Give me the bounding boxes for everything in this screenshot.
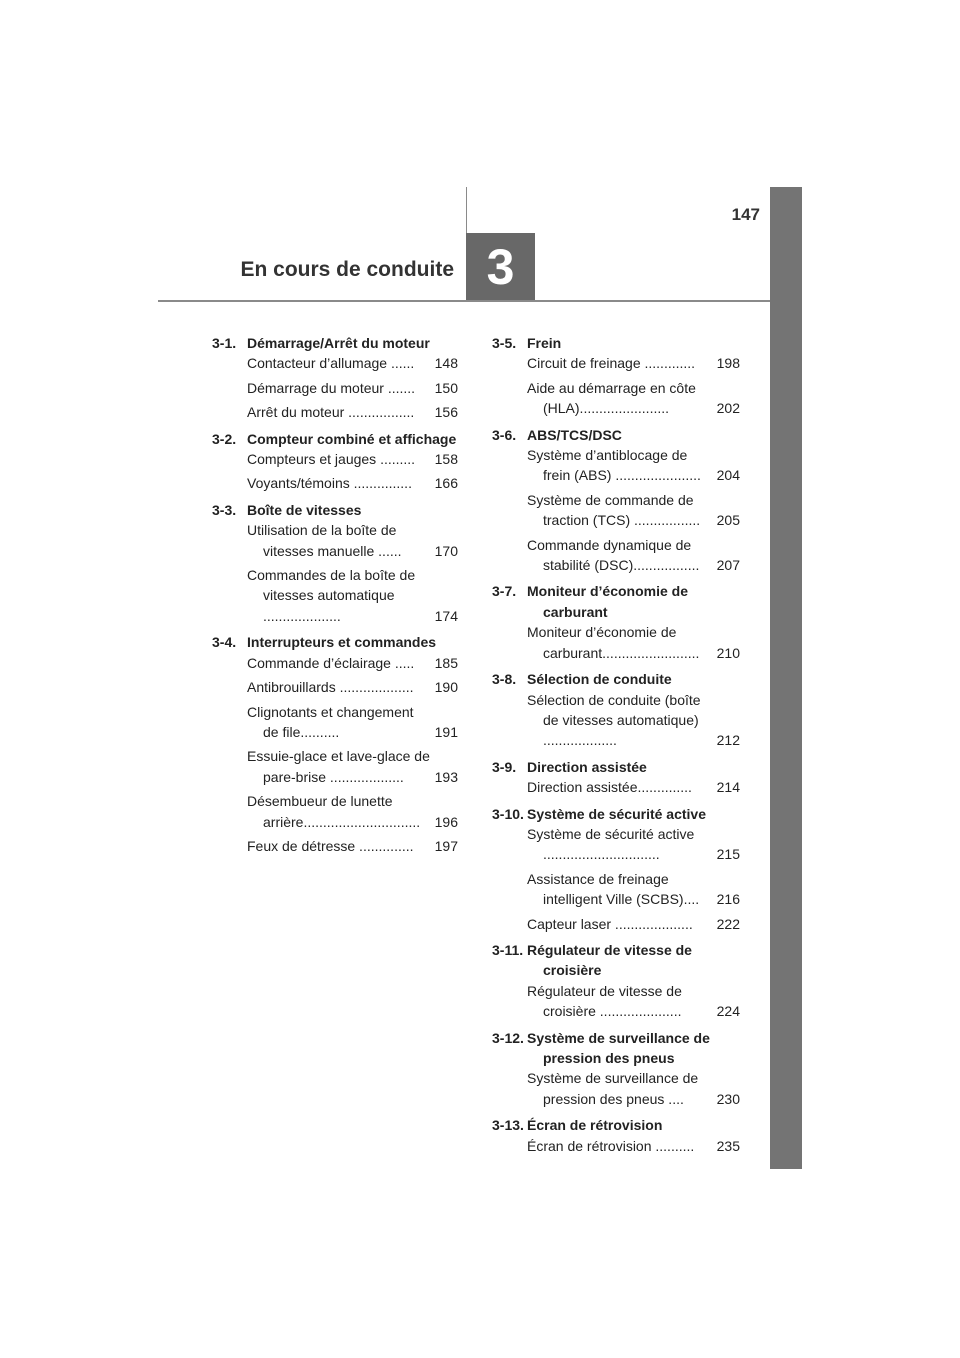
- toc-entry[interactable]: [527, 622, 740, 663]
- section-title: Moniteur d’économie de carburant: [527, 583, 689, 620]
- entry-text: Désembueur de lunette arrière..............................: [247, 793, 421, 830]
- entry-page: 190: [434, 679, 458, 696]
- toc-section-heading[interactable]: [492, 1115, 740, 1135]
- entry-page: 214: [716, 779, 740, 796]
- entry-text: Moniteur d’économie de carburant.........................: [527, 624, 700, 661]
- entry-text: Circuit de freinage .............: [527, 355, 696, 372]
- toc-entry[interactable]: [527, 535, 740, 576]
- entry-page: 212: [716, 732, 740, 749]
- section-title: Compteur combiné et affichage: [247, 430, 457, 447]
- entry-text: Antibrouillards ...................: [247, 679, 414, 696]
- toc-section: [492, 333, 740, 419]
- toc-section-heading[interactable]: [212, 500, 458, 520]
- entry-text: Voyants/témoins ...............: [247, 475, 412, 492]
- toc-section: [492, 1028, 740, 1110]
- section-title: Frein: [527, 335, 562, 351]
- toc-section-heading[interactable]: [492, 1028, 740, 1069]
- section-title: Système de sécurité active: [527, 805, 706, 822]
- entry-page: 156: [434, 404, 458, 421]
- entry-page: 202: [716, 400, 740, 417]
- toc-section-heading[interactable]: [492, 581, 740, 622]
- section-number: 3-11.: [492, 941, 524, 958]
- toc-entry[interactable]: [527, 914, 740, 934]
- toc-section: [492, 425, 740, 576]
- entry-page: 230: [716, 1090, 740, 1107]
- section-number: 3-3.: [212, 501, 237, 518]
- entry-page: 224: [716, 1003, 740, 1020]
- entry-page: 216: [716, 891, 740, 908]
- entry-text: Capteur laser ....................: [527, 915, 693, 932]
- entry-text: Sélection de conduite (boîte de vitesses automatique) ...................: [527, 691, 701, 749]
- chapter-side-tab: [770, 187, 802, 1169]
- section-number: 3-12.: [492, 1029, 524, 1046]
- toc-entry[interactable]: [247, 449, 458, 469]
- entry-text: Utilisation de la boîte de vitesses manuelle ......: [247, 522, 402, 559]
- section-number: 3-7.: [492, 583, 517, 600]
- section-number: 3-6.: [492, 426, 517, 443]
- entry-page: 197: [434, 837, 458, 854]
- header-horizontal-rule: [158, 300, 770, 302]
- toc-entry[interactable]: [527, 981, 740, 1022]
- toc-entry[interactable]: [527, 445, 740, 486]
- entry-page: 204: [716, 467, 740, 484]
- toc-entry[interactable]: [527, 1136, 740, 1156]
- entry-text: Feux de détresse ..............: [247, 837, 414, 854]
- toc-entry[interactable]: [247, 653, 458, 673]
- toc-section-heading[interactable]: [212, 429, 458, 449]
- entry-page: 166: [434, 475, 458, 492]
- toc-section: [492, 804, 740, 934]
- toc-section-heading[interactable]: [492, 425, 740, 445]
- header-vertical-rule: [466, 187, 467, 233]
- toc-section-heading[interactable]: [212, 632, 458, 652]
- entry-page: 150: [434, 379, 458, 396]
- entry-text: Système d’antiblocage de frein (ABS) ......................: [527, 447, 701, 484]
- section-title: ABS/TCS/DSC: [527, 426, 622, 443]
- toc-entry[interactable]: [247, 402, 458, 422]
- entry-text: Commande d’éclairage .....: [247, 654, 415, 671]
- toc-section-heading[interactable]: [212, 333, 458, 353]
- section-number: 3-2.: [212, 430, 237, 447]
- toc-entry[interactable]: [247, 378, 458, 398]
- entry-page: 174: [434, 607, 458, 624]
- toc-entry[interactable]: [527, 1068, 740, 1109]
- entry-page: 148: [434, 355, 458, 372]
- toc-section-heading[interactable]: [492, 804, 740, 824]
- entry-page: 215: [716, 846, 740, 863]
- entry-text: Écran de rétrovision ..........: [527, 1137, 695, 1154]
- section-number: 3-8.: [492, 671, 517, 688]
- section-title: Boîte de vitesses: [247, 501, 362, 518]
- toc-entry[interactable]: [247, 353, 458, 373]
- toc-entry[interactable]: [247, 791, 458, 832]
- toc-section-heading[interactable]: [492, 940, 740, 981]
- section-number: 3-10.: [492, 805, 524, 822]
- entry-page: 210: [716, 644, 740, 661]
- toc-entry[interactable]: [247, 473, 458, 493]
- entry-page: 205: [716, 512, 740, 529]
- toc-entry[interactable]: [527, 777, 740, 797]
- toc-entry[interactable]: [247, 746, 458, 787]
- entry-text: Arrêt du moteur .................: [247, 404, 415, 421]
- entry-text: Clignotants et changement de file..........: [247, 703, 414, 740]
- page-number: 147: [731, 205, 760, 224]
- entry-page: 207: [716, 557, 740, 574]
- entry-text: Aide au démarrage en côte (HLA).......................: [527, 379, 696, 417]
- toc-entry[interactable]: [247, 565, 458, 626]
- toc-entry[interactable]: [247, 520, 458, 561]
- toc-entry[interactable]: [527, 690, 740, 751]
- entry-page: 170: [434, 542, 458, 559]
- toc-section-heading[interactable]: [492, 333, 740, 353]
- toc-entry[interactable]: [247, 702, 458, 743]
- entry-text: Système de surveillance de pression des pneus ....: [527, 1070, 699, 1107]
- section-number: 3-13.: [492, 1117, 524, 1134]
- section-number: 3-9.: [492, 758, 517, 775]
- entry-page: 191: [434, 723, 458, 740]
- toc-section: [212, 429, 458, 494]
- toc-section-heading[interactable]: [492, 669, 740, 689]
- toc-section: [492, 940, 740, 1022]
- entry-page: 235: [716, 1137, 740, 1154]
- toc-entry[interactable]: [527, 824, 740, 865]
- entry-text: Système de commande de traction (TCS) .................: [527, 491, 701, 529]
- toc-section: [212, 333, 458, 423]
- entry-page: 196: [434, 813, 458, 830]
- section-title: Système de surveillance de pression des pneus: [527, 1029, 710, 1066]
- entry-text: Démarrage du moteur .......: [247, 379, 416, 396]
- section-title: Régulateur de vitesse de croisière: [527, 941, 692, 979]
- toc-section: [492, 669, 740, 751]
- entry-text: Assistance de freinage intelligent Ville (SCBS)....: [527, 870, 700, 908]
- toc-entry[interactable]: [247, 836, 458, 856]
- toc-entry[interactable]: [527, 378, 740, 419]
- toc-section: [492, 581, 740, 663]
- entry-text: Essuie-glace et lave-glace de pare-brise ...................: [247, 748, 430, 785]
- section-number: 3-1.: [212, 335, 237, 351]
- section-title: Interrupteurs et commandes: [247, 634, 437, 651]
- toc-section-heading[interactable]: [492, 757, 740, 777]
- entry-text: Contacteur d’allumage ......: [247, 355, 415, 372]
- section-number: 3-4.: [212, 634, 237, 651]
- toc-section: [492, 757, 740, 798]
- toc-entry[interactable]: [247, 677, 458, 697]
- toc-entry[interactable]: [527, 869, 740, 910]
- toc-right-column: [492, 333, 740, 1162]
- chapter-number: 3: [486, 238, 515, 295]
- section-title: Sélection de conduite: [527, 671, 672, 688]
- section-number: 3-5.: [492, 335, 517, 351]
- section-title: Direction assistée: [527, 758, 647, 775]
- entry-text: Commandes de la boîte de vitesses automatique ....................: [247, 567, 416, 624]
- toc-section: [492, 1115, 740, 1156]
- entry-page: 158: [434, 451, 458, 468]
- section-title: Écran de rétrovision: [527, 1117, 663, 1134]
- entry-text: Commande dynamique de stabilité (DSC).................: [527, 536, 700, 574]
- entry-text: Direction assistée..............: [527, 779, 692, 796]
- entry-text: Compteurs et jauges .........: [247, 451, 416, 468]
- chapter-title: En cours de conduite: [240, 258, 454, 281]
- section-title: Démarrage/Arrêt du moteur: [247, 335, 430, 351]
- toc-section: [212, 632, 458, 856]
- entry-page: 198: [716, 355, 740, 372]
- entry-text: Système de sécurité active ..............................: [527, 825, 695, 863]
- toc-section: [212, 500, 458, 626]
- entry-page: 193: [434, 768, 458, 785]
- toc-entry[interactable]: [527, 490, 740, 531]
- toc-entry[interactable]: [527, 353, 740, 373]
- toc-left-column: [212, 333, 458, 862]
- chapter-number-badge: [466, 233, 535, 300]
- entry-page: 222: [716, 915, 740, 932]
- entry-text: Régulateur de vitesse de croisière .....................: [527, 982, 682, 1020]
- entry-page: 185: [434, 654, 458, 671]
